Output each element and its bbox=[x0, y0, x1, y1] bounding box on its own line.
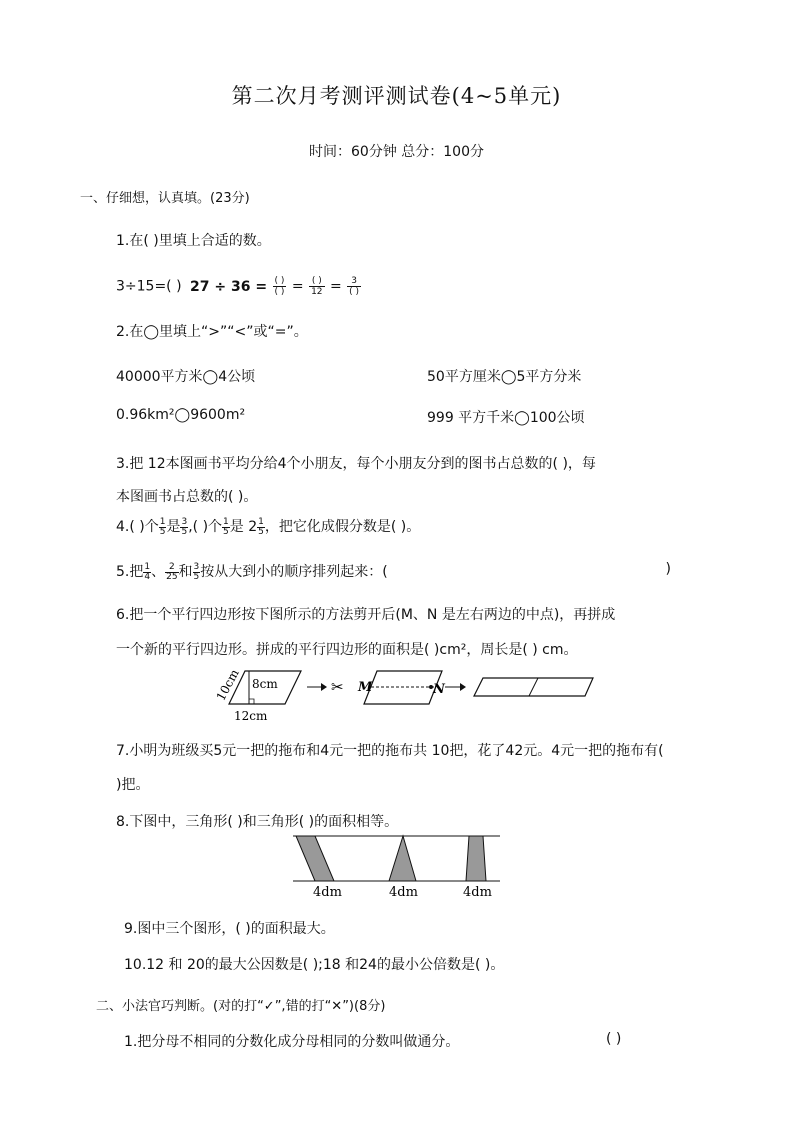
q7-line-2: )把。 bbox=[116, 777, 150, 793]
shape-3 bbox=[466, 836, 486, 881]
q1-prompt: 1.在( )里填上合适的数。 bbox=[116, 233, 271, 249]
q5-close-paren: ) bbox=[665, 561, 671, 577]
shape-1-label: 4dm bbox=[313, 885, 342, 900]
q4-line: 4.( )个 $\frac{1}{5}$ 是 $\frac{3}{5}$ ,( )个 $\frac{1}{5}$ 是 2 $\frac{1}{5}$ ，把它化成假分数是( )。 bbox=[116, 516, 421, 537]
q1-fraction-1: $\frac{( )}{( )}$ bbox=[274, 276, 285, 297]
q2-item-d: 999 平方千米◯100公顷 bbox=[427, 410, 585, 426]
base-label: 12cm bbox=[234, 709, 268, 723]
q5-fraction-3: $\frac{3}{5}$ bbox=[193, 561, 200, 582]
q5-fraction-1: $\frac{1}{4}$ bbox=[144, 561, 151, 582]
section-2-heading: 二、小法官巧判断。(对的打“✓”,错的打“✕”)(8分) bbox=[96, 999, 386, 1014]
q1-line bbox=[116, 276, 362, 297]
shape-2 bbox=[389, 836, 416, 881]
q1-equals-2: = bbox=[329, 278, 342, 295]
right-angle-mark bbox=[249, 699, 254, 704]
q4-fraction-2: $\frac{3}{5}$ bbox=[181, 516, 188, 537]
section-1-heading: 一、仔细想，认真填。(23分) bbox=[80, 191, 250, 206]
q6-line-1: 6.把一个平行四边形按下图所示的方法剪开后(M、N 是左右两边的中点)，再拼成 bbox=[116, 607, 616, 623]
q6-figure bbox=[205, 663, 615, 725]
q8-text: 8.下图中，三角形( )和三角形( )的面积相等。 bbox=[116, 814, 399, 830]
q4-fraction-4: $\frac{1}{5}$ bbox=[258, 516, 264, 537]
scissors-icon: ✂ bbox=[331, 678, 344, 696]
q3-line-1: 3.把 12本图画书平均分给4个小朋友，每个小朋友分到的图书占总数的( )，每 bbox=[116, 456, 596, 472]
q3-line-2: 本图画书占总数的( )。 bbox=[116, 489, 258, 505]
q10-text: 10.12 和 20的最大公因数是( );18 和24的最小公倍数是( )。 bbox=[124, 957, 505, 973]
q1-equals-1: = bbox=[291, 278, 304, 295]
q6-line-2: 一个新的平行四边形。拼成的平行四边形的面积是( )cm²，周长是( ) cm。 bbox=[116, 642, 578, 658]
q5-fraction-2: $\frac{2}{25}$ bbox=[166, 561, 178, 582]
arrow-2-head bbox=[460, 683, 466, 691]
height-label: 8cm bbox=[252, 677, 278, 691]
shape-2-label: 4dm bbox=[389, 885, 418, 900]
label-m: M bbox=[358, 680, 373, 695]
q2-item-c: 0.96km²◯9600m² bbox=[116, 407, 246, 423]
shape-3-label: 4dm bbox=[463, 885, 492, 900]
q2-prompt: 2.在◯里填上“>”“<”或“=”。 bbox=[116, 324, 308, 340]
q2-item-a: 40000平方米◯4公顷 bbox=[116, 369, 256, 385]
arrow-1-head bbox=[321, 683, 327, 691]
q1-fraction-2: $\frac{( )}{12}$ bbox=[311, 276, 323, 297]
judge-q1-text: 1.把分母不相同的分数化成分母相同的分数叫做通分。 bbox=[124, 1034, 460, 1050]
q1-fraction-3: $\frac{3}{( )}$ bbox=[349, 276, 360, 297]
q9-text: 9.图中三个图形，( )的面积最大。 bbox=[124, 921, 335, 937]
q7-line-1: 7.小明为班级买5元一把的拖布和4元一把的拖布共 10把，花了42元。4元一把的拖布有( bbox=[116, 743, 664, 759]
judge-q1-blank[interactable]: ( ) bbox=[606, 1031, 622, 1047]
shape-1 bbox=[296, 836, 334, 881]
q2-item-b: 50平方厘米◯5平方分米 bbox=[427, 369, 582, 385]
q4-fraction-3: $\frac{1}{5}$ bbox=[223, 516, 229, 537]
page-title: 第二次月考测评测试卷(4~5单元) bbox=[231, 84, 562, 108]
side-label: 10cm bbox=[213, 666, 242, 703]
exam-info: 时间：60分钟 总分：100分 bbox=[309, 144, 484, 160]
q8-figure bbox=[285, 831, 505, 901]
q1-part-b: 27 ÷ 36 = bbox=[190, 278, 268, 295]
q1-part-a: 3÷15=( ) bbox=[116, 278, 182, 295]
join-line bbox=[529, 678, 538, 696]
q4-fraction-1: $\frac{1}{5}$ bbox=[159, 516, 166, 537]
q5-line: 5.把 $\frac{1}{4}$ 、 $\frac{2}{25}$ 和 $\frac{3}{5}$ 按从大到小的顺序排列起来：( ) bbox=[116, 561, 671, 582]
label-n: N bbox=[433, 682, 445, 697]
